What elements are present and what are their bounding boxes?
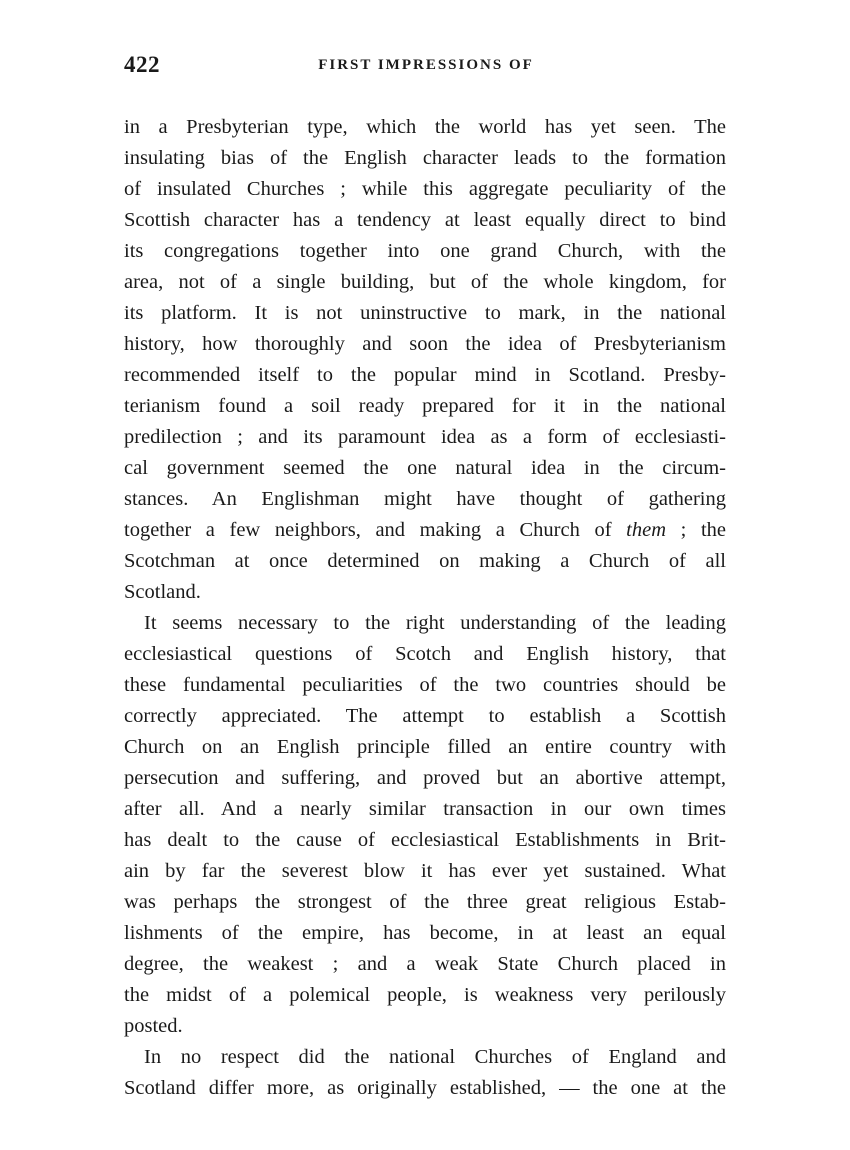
- text-line: insulating bias of the English character leads to the formation: [124, 147, 726, 169]
- text-line: posted.: [124, 1015, 183, 1037]
- paragraph: [124, 608, 726, 1042]
- text-line: degree, the weakest ; and a weak State Church placed in: [124, 953, 726, 975]
- page-number: 422: [124, 52, 160, 77]
- text-line: Scotland.: [124, 581, 201, 603]
- text-line: these fundamental peculiarities of the two countries should be: [124, 674, 726, 696]
- paragraph: [124, 1042, 726, 1104]
- text-line: In no respect did the national Churches of England and: [144, 1046, 726, 1068]
- text-line: its platform. It is not uninstructive to mark, in the national: [124, 302, 726, 324]
- paragraph: [124, 112, 726, 608]
- text-line: terianism found a soil ready prepared for it in the national: [124, 395, 726, 417]
- text-line: the midst of a polemical people, is weakness very perilously: [124, 984, 726, 1006]
- text-line: Church on an English principle filled an entire country with: [124, 736, 726, 758]
- text-line: its congregations together into one grand Church, with the: [124, 240, 726, 262]
- text-line: predilection ; and its paramount idea as a form of ecclesiasti-: [124, 426, 726, 448]
- text-line: area, not of a single building, but of the whole kingdom, for: [124, 271, 726, 293]
- text-line: Scotland differ more, as originally established, — the one at the: [124, 1077, 726, 1099]
- text-line: It seems necessary to the right understanding of the leading: [144, 612, 726, 634]
- text-line: recommended itself to the popular mind in Scotland. Presby-: [124, 364, 726, 386]
- text-line: ain by far the severest blow it has ever yet sustained. What: [124, 860, 726, 882]
- text-line: after all. And a nearly similar transaction in our own times: [124, 798, 726, 820]
- text-line: was perhaps the strongest of the three great religious Estab-: [124, 891, 726, 913]
- text-line: history, how thoroughly and soon the idea of Presbyterianism: [124, 333, 726, 355]
- text-line: together a few neighbors, and making a Church of them ; the: [124, 519, 726, 541]
- text-line: cal government seemed the one natural idea in the circum-: [124, 457, 726, 479]
- text-line: Scotchman at once determined on making a Church of all: [124, 550, 726, 572]
- text-line: stances. An Englishman might have thought of gathering: [124, 488, 726, 510]
- text-line: ecclesiastical questions of Scotch and English history, that: [124, 643, 726, 665]
- text-line: in a Presbyterian type, which the world has yet seen. The: [124, 116, 726, 138]
- page-header: [124, 52, 728, 82]
- text-line: has dealt to the cause of ecclesiastical Establishments in Brit-: [124, 829, 726, 851]
- body-text: [124, 112, 726, 1104]
- text-line: of insulated Churches ; while this aggregate peculiarity of the: [124, 178, 726, 200]
- text-line: persecution and suffering, and proved but an abortive attempt,: [124, 767, 726, 789]
- text-line: Scottish character has a tendency at least equally direct to bind: [124, 209, 726, 231]
- running-title: FIRST IMPRESSIONS OF: [318, 57, 534, 73]
- text-line: correctly appreciated. The attempt to establish a Scottish: [124, 705, 726, 727]
- text-line: lishments of the empire, has become, in at least an equal: [124, 922, 726, 944]
